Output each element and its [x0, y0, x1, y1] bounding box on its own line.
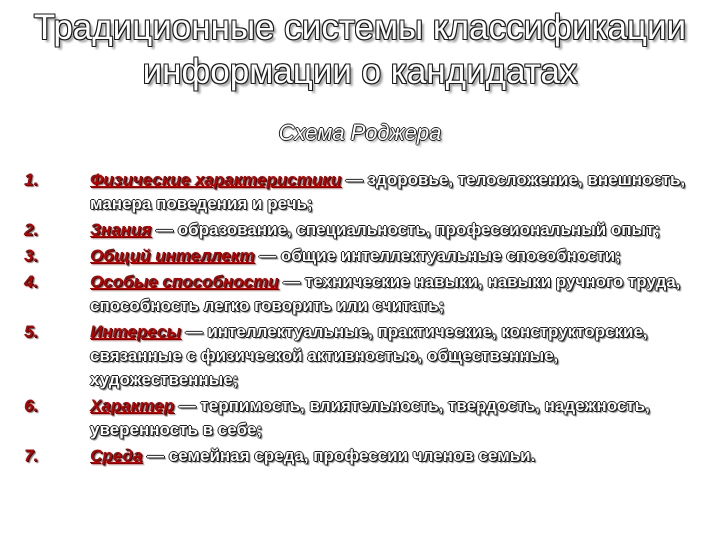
- item-number: 4.: [24, 272, 39, 291]
- item-text: — технические навыки, навыки ручного труда, способность легко говорить или считать;: [90, 272, 681, 315]
- item-number: 2.: [24, 220, 39, 239]
- classification-list: [24, 168, 704, 470]
- list-item: [24, 394, 704, 442]
- item-number: 6.: [24, 396, 39, 415]
- title-line-1: Традиционные системы классификации: [33, 8, 687, 47]
- list-item: [24, 218, 704, 242]
- item-term: Особые способности: [90, 272, 279, 291]
- item-term: Знания: [90, 220, 152, 239]
- list-item: [24, 444, 704, 468]
- list-item: [24, 244, 704, 268]
- item-text: — интеллектуальные, практические, конструкторские, связанные с физической активностью, общественные, художественные;: [90, 322, 648, 389]
- item-term: Физические характеристики: [90, 170, 342, 189]
- slide-title: [0, 6, 720, 94]
- item-number: 1.: [24, 170, 39, 189]
- list-item: [24, 320, 704, 392]
- item-text: — терпимость, влиятельность, твердость, надежность, уверенность в себе;: [90, 396, 650, 439]
- list-item: [24, 270, 704, 318]
- item-text: — здоровье, телосложение, внешность, манера поведения и речь;: [90, 170, 686, 213]
- list-item: [24, 168, 704, 216]
- item-number: 7.: [24, 446, 39, 465]
- item-text: — образование, специальность, профессиональный опыт;: [151, 220, 661, 239]
- slide-subtitle: Схема Роджера: [278, 120, 442, 145]
- item-term: Характер: [90, 396, 174, 415]
- item-text: — общие интеллектуальные способности;: [254, 246, 621, 265]
- item-number: 3.: [24, 246, 39, 265]
- item-term: Среда: [90, 446, 143, 465]
- title-line-2: информации о кандидатах: [142, 52, 578, 91]
- item-text: — семейная среда, профессии членов семьи.: [142, 446, 536, 465]
- item-number: 5.: [24, 322, 39, 341]
- item-term: Общий интеллект: [90, 246, 255, 265]
- item-term: Интересы: [90, 322, 181, 341]
